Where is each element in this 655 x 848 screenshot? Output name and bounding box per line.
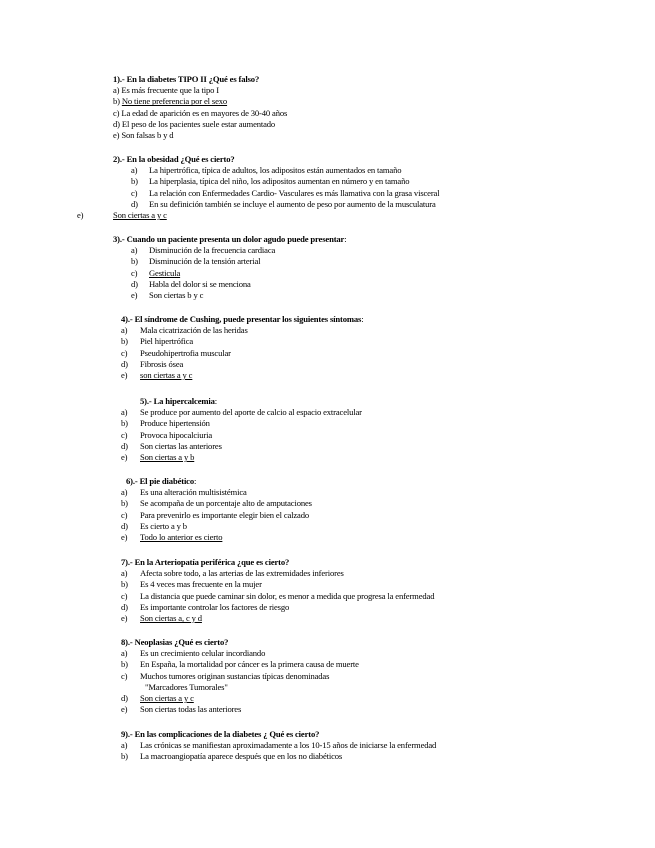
option: c) La distancia que puede caminar sin dolor, es menor a medida que progresa la enfermedad bbox=[121, 590, 435, 601]
question-title: 8).- Neoplasias ¿Qué es cierto? bbox=[121, 637, 229, 647]
option: d) Es cierto a y b bbox=[121, 520, 187, 531]
option: e) Son ciertas todas las anteriores bbox=[121, 704, 242, 715]
option-correct: c) Gesticula bbox=[131, 267, 181, 278]
question-title: 5).- La hipercalcemia: bbox=[140, 396, 217, 406]
question-title: 7).- En la Arteriopatía periférica ¿que es cierto? bbox=[121, 557, 290, 567]
question-8 bbox=[121, 637, 359, 715]
option-correct: d) Son ciertas a y c bbox=[121, 692, 194, 703]
option-continuation: "Marcadores Tumorales" bbox=[145, 681, 228, 692]
option: c) Provoca hipocalciuria bbox=[121, 429, 213, 440]
question-6 bbox=[121, 476, 312, 543]
question-title: 3).- Cuando un paciente presenta un dolor agudo puede presentar: bbox=[113, 234, 347, 244]
option: c) Pseudohipertrofia muscular bbox=[121, 347, 231, 358]
option-correct: e) son ciertas a y c bbox=[121, 369, 193, 380]
question-7 bbox=[121, 557, 435, 624]
option: a) Es una alteración multisistémica bbox=[121, 487, 247, 498]
option: a) Es un crecimiento celular incordiando bbox=[121, 648, 266, 659]
option: a) Mala cicatrización de las heridas bbox=[121, 325, 248, 336]
option-correct: b) No tiene preferencia por el sexo bbox=[113, 96, 228, 107]
option-correct: e) Son ciertas a, c y d bbox=[121, 612, 202, 623]
option-correct: e) Son ciertas a y b bbox=[121, 451, 195, 462]
option: e) Son ciertas b y c bbox=[131, 289, 204, 300]
option: b) La macroangiopatía aparece después que en los no diabéticos bbox=[121, 751, 343, 762]
option: e) Son falsas b y d bbox=[113, 129, 174, 140]
option: b) Disminución de la tensión arterial bbox=[131, 256, 261, 267]
option: b) Se acompaña de un porcentaje alto de amputaciones bbox=[121, 498, 312, 509]
option: b) Piel hipertrófica bbox=[121, 336, 194, 347]
option-correct: e) Todo lo anterior es cierto bbox=[121, 531, 223, 542]
option: b) Produce hipertensión bbox=[121, 418, 210, 429]
option: a) Se produce por aumento del aporte de calcio al espacio extracelular bbox=[121, 407, 362, 418]
option: b) La hiperplasia, típica del niño, los adipositos aumentan en número y en tamaño bbox=[131, 176, 410, 187]
question-title: 1).- En la diabetes TIPO II ¿Qué es falso? bbox=[113, 74, 260, 84]
option: d) Es importante controlar los factores de riesgo bbox=[121, 601, 290, 612]
question-title: 6).- El pie diabético: bbox=[126, 476, 197, 486]
option: d) Fibrosis ósea bbox=[121, 358, 184, 369]
option: c) Para prevenirlo es importante elegir bien el calzado bbox=[121, 509, 310, 520]
option: a) La hipertrófica, típica de adultos, los adipositos están aumentados en tamaño bbox=[131, 165, 402, 176]
option: c) La relación con Enfermedades Cardio- Vasculares es más llamativa con la grasa visceral bbox=[131, 187, 440, 198]
question-5 bbox=[121, 396, 362, 463]
option-correct: e) Son ciertas a y c bbox=[77, 209, 167, 220]
option: a) Las crónicas se manifiestan aproximadamente a los 10-15 años de iniciarse la enfermedad bbox=[121, 740, 437, 751]
question-4 bbox=[121, 314, 364, 381]
option: b) En España, la mortalidad por cáncer es la primera causa de muerte bbox=[121, 659, 359, 670]
question-3 bbox=[113, 234, 346, 301]
option: a) Disminución de la frecuencia cardiaca bbox=[131, 245, 276, 256]
question-title: 4).- El síndrome de Cushing, puede presentar los siguientes síntomas: bbox=[121, 314, 364, 324]
question-9 bbox=[121, 729, 437, 763]
option: a) Es más frecuente que la tipo I bbox=[113, 85, 220, 96]
option: c) La edad de aparición es en mayores de 30-40 años bbox=[113, 107, 288, 118]
question-title: 9).- En las complicaciones de la diabetes ¿ Qué es cierto? bbox=[121, 729, 320, 739]
option: c) Muchos tumores originan sustancias típicas denominadas bbox=[121, 670, 330, 681]
question-1 bbox=[113, 74, 287, 141]
option: d) Son ciertas las anteriores bbox=[121, 440, 222, 451]
option: d) Habla del dolor si se menciona bbox=[131, 278, 251, 289]
option: d) El peso de los pacientes suele estar aumentado bbox=[113, 118, 276, 129]
question-2 bbox=[77, 154, 440, 221]
option: b) Es 4 veces mas frecuente en la mujer bbox=[121, 579, 262, 590]
option: a) Afecta sobre todo, a las arterias de las extremidades inferiores bbox=[121, 568, 344, 579]
option: d) En su definición también se incluye el aumento de peso por aumento de la musculatura bbox=[131, 198, 436, 209]
question-title: 2).- En la obesidad ¿Qué es cierto? bbox=[113, 154, 235, 164]
